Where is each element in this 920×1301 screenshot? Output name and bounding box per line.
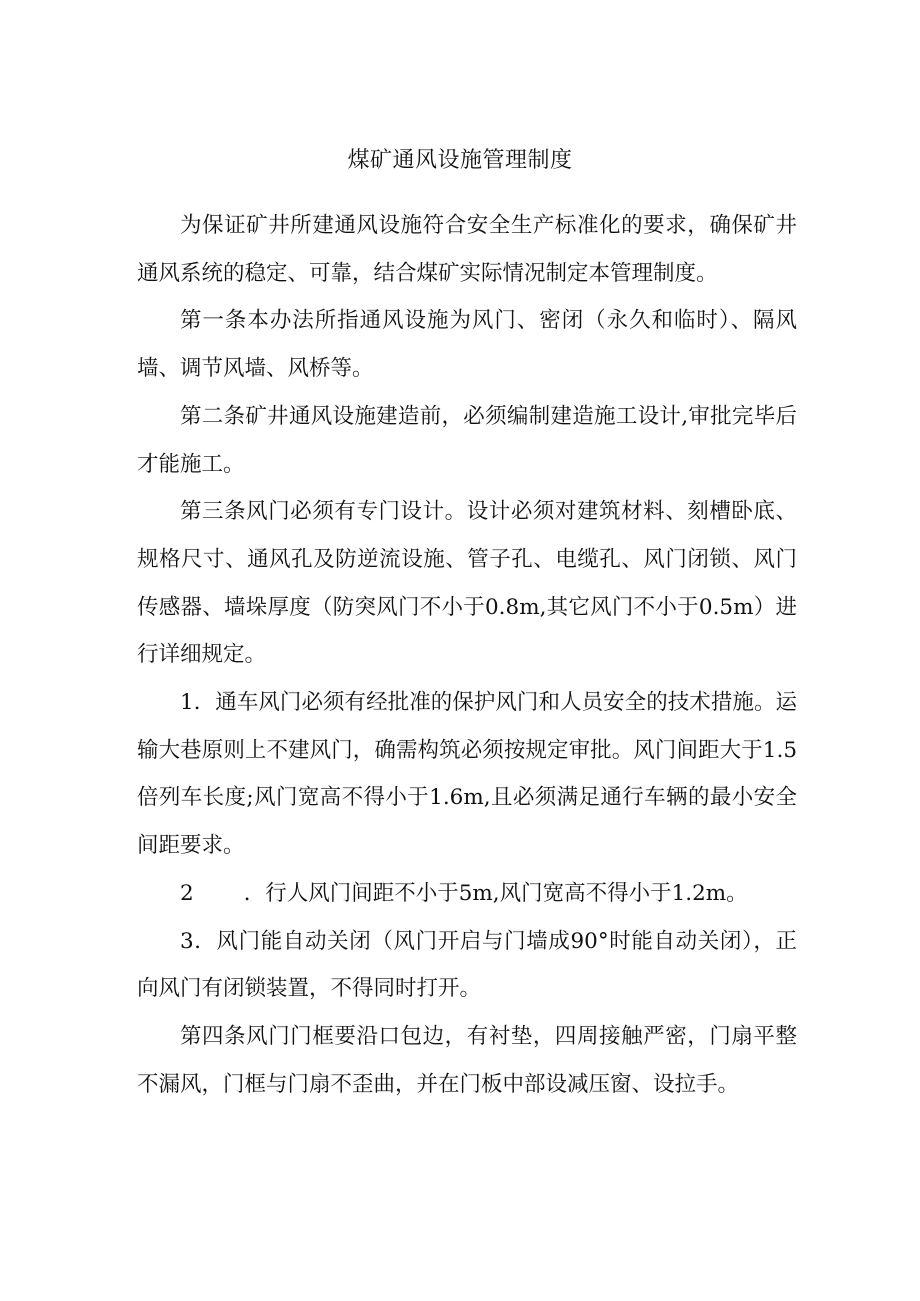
document-title: 煤矿通风设施管理制度: [347, 148, 573, 173]
article-1-paragraph: 第一条本办法所指通风设施为风门、密闭（永久和临时）、隔风墙、调节风墙、风桥等。: [137, 308, 797, 382]
document-body: [137, 202, 797, 1108]
item-3-paragraph: 3．风门能自动关闭（风门开启与门墙成90°时能自动关闭），正向风门有闭锁装置，不得同时打开。: [137, 928, 797, 1002]
article-3-paragraph: 第三条风门必须有专门设计。设计必须对建筑材料、刻槽卧底、规格尺寸、通风孔及防逆流设施、管子孔、电缆孔、风门闭锁、风门传感器、墙垛厚度（防突风门不小于0.8m,其它风门不小于0.5m）进行详细规定。: [137, 499, 797, 668]
intro-paragraph: 为保证矿井所建通风设施符合安全生产标准化的要求，确保矿井通风系统的稳定、可靠，结合煤矿实际情况制定本管理制度。: [137, 213, 797, 286]
item-1-paragraph: 1．通车风门必须有经批准的保护风门和人员安全的技术措施。运输大巷原则上不建风门，确需构筑必须按规定审批。风门间距大于1.5倍列车长度;风门宽高不得小于1.6m,且必须满足通行车辆的最小安全间距要求。: [137, 690, 797, 859]
item-2-number: 2: [180, 880, 194, 906]
item-2-paragraph: [137, 870, 797, 918]
item-2-text: ．行人风门间距不小于5m,风门宽高不得小于1.2m。: [243, 880, 748, 906]
article-2-paragraph: 第二条矿井通风设施建造前，必须编制建造施工设计,审批完毕后才能施工。: [137, 403, 797, 477]
article-4-paragraph: 第四条风门门框要沿口包边，有衬垫，四周接触严密，门扇平整不漏风，门框与门扇不歪曲，并在门板中部设减压窗、设拉手。: [137, 1023, 797, 1097]
